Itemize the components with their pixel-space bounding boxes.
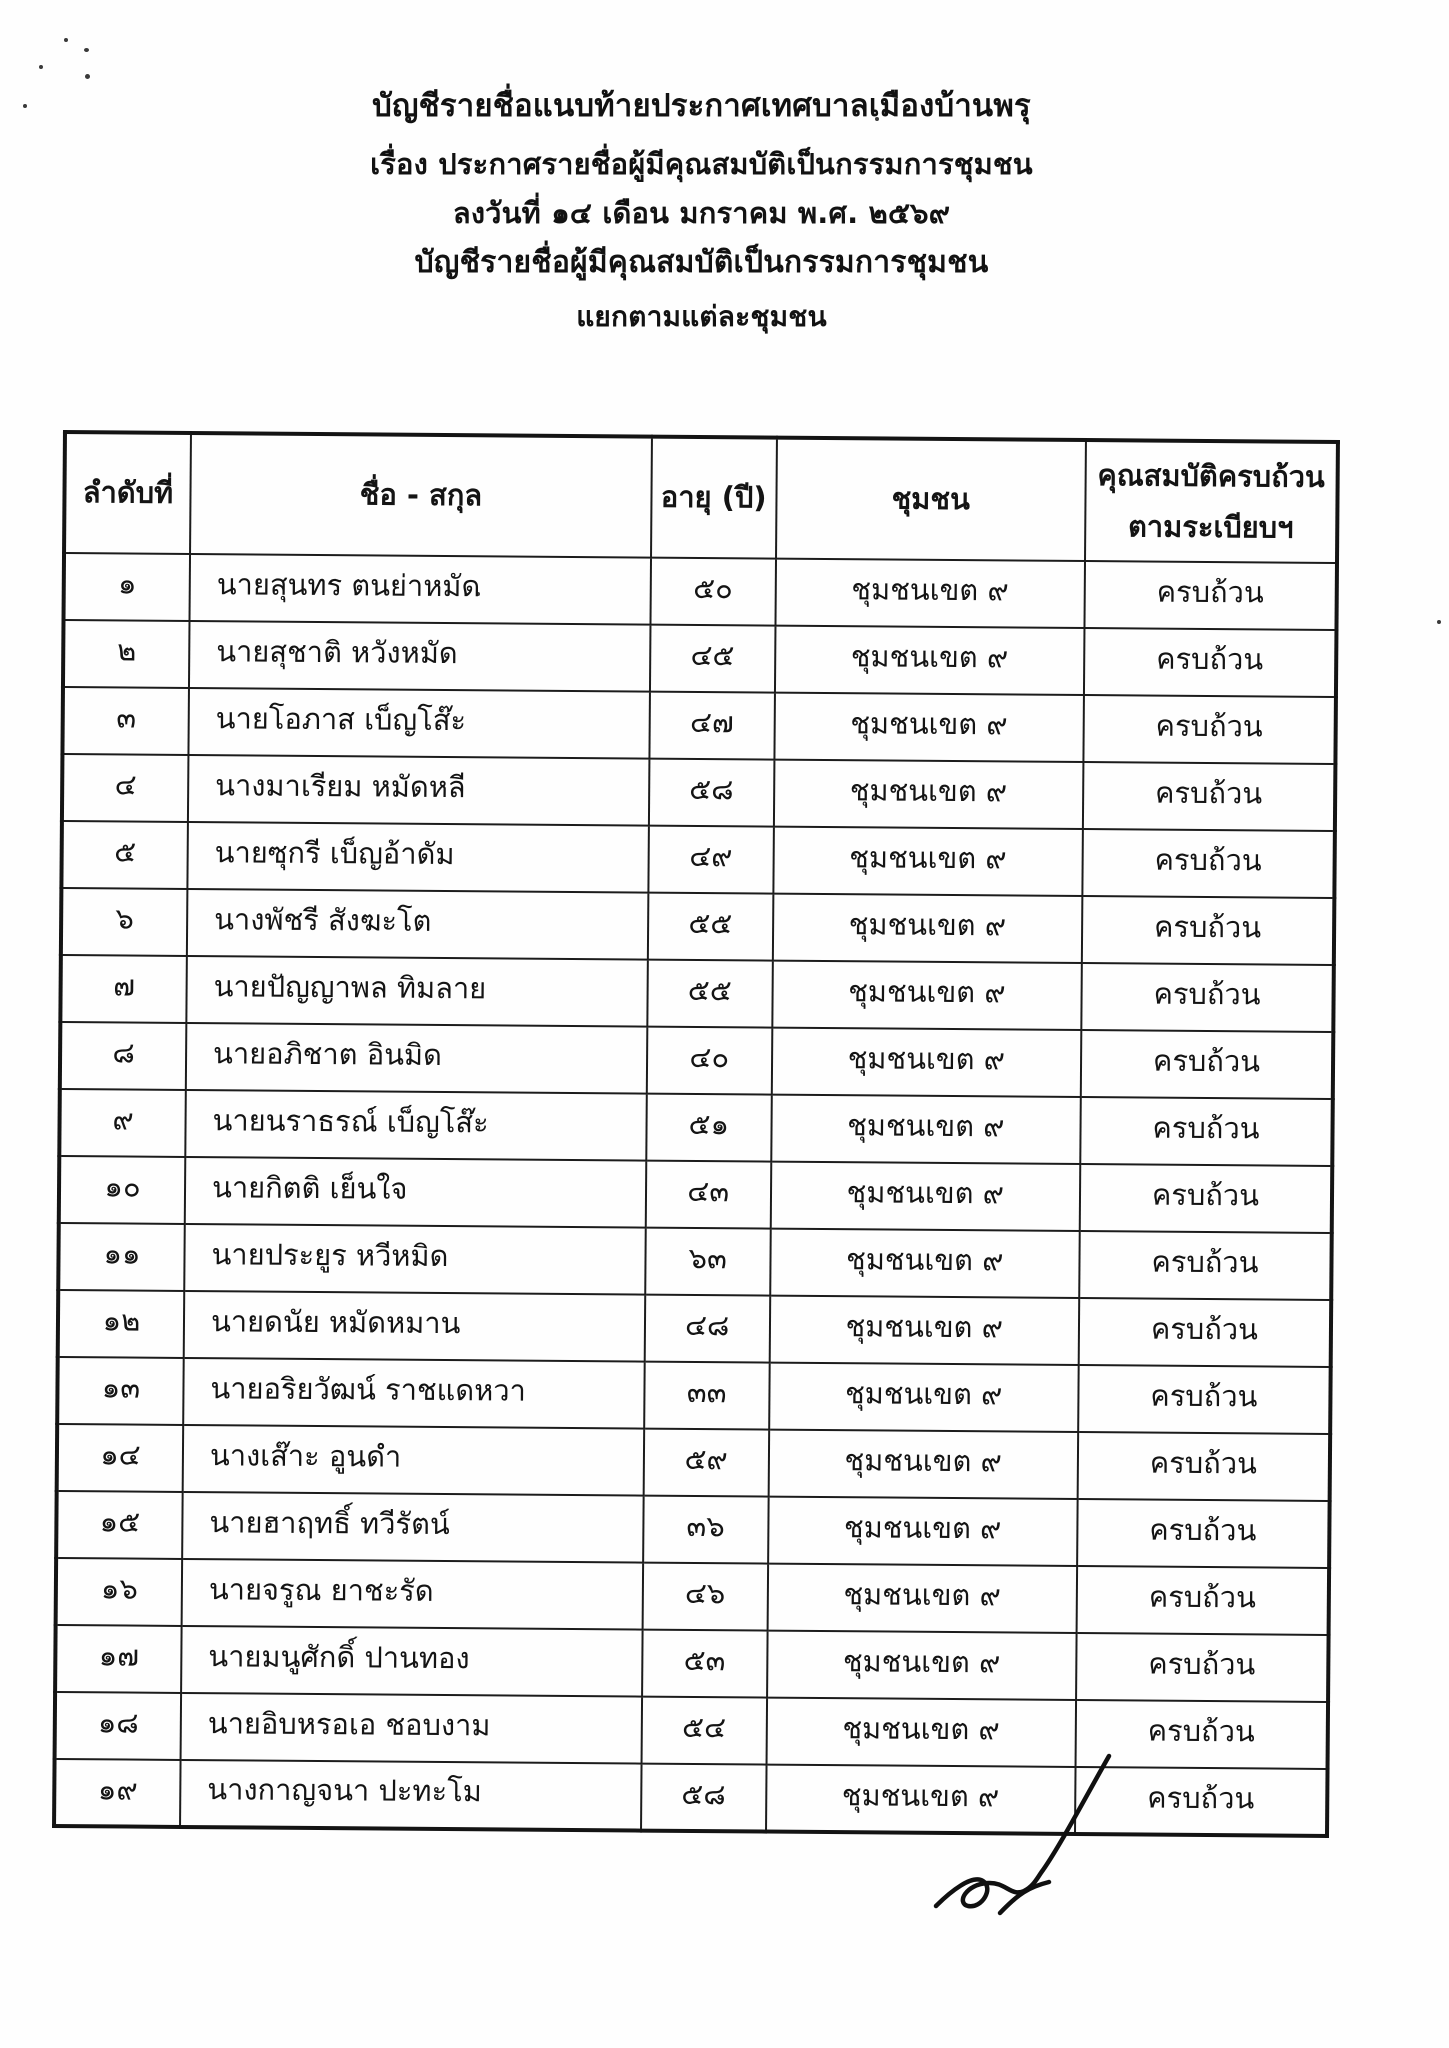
qualification-cell: ครบถ้วน — [1080, 1097, 1333, 1166]
name-cell: นายดนัย หมัดหมาน — [184, 1291, 645, 1362]
qualification-cell: ครบถ้วน — [1081, 1030, 1334, 1099]
community-cell: ชุมชนเขต ๙ — [769, 1363, 1079, 1432]
qualification-cell: ครบถ้วน — [1082, 829, 1335, 898]
name-cell: นายมนูศักดิ์ ปานทอง — [181, 1626, 642, 1697]
age-cell: ๕๕ — [648, 893, 773, 961]
age-cell: ๔๕ — [650, 625, 775, 693]
name-cell: นายสุนทร ตนย่าหมัด — [190, 554, 651, 625]
list-subtitle: แยกตามแต่ละชุมชน — [576, 299, 827, 333]
name-cell: นายจรูณ ยาชะรัด — [182, 1559, 643, 1630]
header-name: ชื่อ - สกุล — [190, 433, 652, 558]
name-cell: นางกาญจนา ปะทะโม — [180, 1760, 641, 1831]
age-cell: ๔๖ — [642, 1563, 767, 1631]
header-no: ลำดับที่ — [64, 432, 191, 554]
name-cell: นางมาเรียม หมัดหลี — [188, 755, 649, 826]
scan-speck — [39, 65, 43, 69]
community-cell: ชุมชนเขต ๙ — [774, 693, 1084, 762]
name-cell: นายโอภาส เบ็ญโส๊ะ — [188, 688, 649, 759]
qualification-cell: ครบถ้วน — [1077, 1499, 1330, 1568]
age-cell: ๔๙ — [648, 826, 773, 894]
row-number-cell: ๑๗ — [55, 1625, 182, 1693]
row-number-cell: ๑๒ — [58, 1290, 185, 1358]
document-date-line: ลงวันที่ ๑๔ เดือน มกราคม พ.ศ. ๒๕๖๙ — [452, 195, 951, 230]
community-cell: ชุมชนเขต ๙ — [767, 1631, 1077, 1700]
roster-table-container — [52, 430, 1340, 1838]
age-cell: ๔๗ — [649, 692, 774, 760]
age-cell: ๕๑ — [646, 1094, 771, 1162]
age-cell: ๔๐ — [647, 1027, 772, 1095]
row-number-cell: ๒ — [63, 620, 190, 688]
name-cell: นางพัชรี สังฆะโต — [187, 889, 648, 960]
community-cell: ชุมชนเขต ๙ — [772, 961, 1082, 1030]
qualification-cell: ครบถ้วน — [1078, 1432, 1331, 1501]
qualification-cell: ครบถ้วน — [1080, 1164, 1333, 1233]
table-row — [56, 1558, 1329, 1635]
community-cell: ชุมชนเขต ๙ — [772, 894, 1082, 963]
scan-speck — [64, 38, 68, 42]
table-row — [54, 1759, 1327, 1836]
row-number-cell: ๙ — [59, 1089, 186, 1157]
community-cell: ชุมชนเขต ๙ — [770, 1229, 1080, 1298]
roster-table — [52, 430, 1340, 1838]
document-header — [63, 86, 1340, 335]
community-cell: ชุมชนเขต ๙ — [774, 760, 1084, 829]
table-row — [55, 1625, 1328, 1702]
name-cell: นายอิบหรอเอ ชอบงาม — [181, 1693, 642, 1764]
age-cell: ๕๔ — [641, 1697, 766, 1765]
qualification-cell: ครบถ้วน — [1078, 1365, 1331, 1434]
age-cell: ๔๓ — [646, 1161, 771, 1229]
table-row — [63, 620, 1336, 697]
community-cell: ชุมชนเขต ๙ — [770, 1162, 1080, 1231]
name-cell: นายอริยวัฒน์ ราชแดหวา — [183, 1358, 644, 1429]
table-row — [64, 553, 1337, 630]
name-cell: นางเส๊าะ อูนดำ — [183, 1425, 644, 1496]
row-number-cell: ๑๐ — [59, 1156, 186, 1224]
scan-speck — [85, 74, 90, 79]
community-cell: ชุมชนเขต ๙ — [775, 559, 1085, 628]
header-qualification-line2: ตามระเบียบฯ — [1127, 509, 1294, 545]
row-number-cell: ๕ — [61, 821, 188, 889]
row-number-cell: ๗ — [60, 955, 187, 1023]
age-cell: ๕๓ — [642, 1630, 767, 1698]
row-number-cell: ๑๖ — [56, 1558, 183, 1626]
name-cell: นายฮาฤทธิ์ ทวีรัตน์ — [182, 1492, 643, 1563]
qualification-cell: ครบถ้วน — [1079, 1298, 1332, 1367]
qualification-cell: ครบถ้วน — [1084, 561, 1337, 630]
qualification-cell: ครบถ้วน — [1075, 1767, 1328, 1836]
name-cell: นายอภิชาต อินมิด — [186, 1023, 647, 1094]
header-community: ชุมชน — [776, 438, 1086, 561]
row-number-cell: ๑๕ — [56, 1491, 183, 1559]
table-row — [59, 1156, 1332, 1233]
table-row — [57, 1424, 1330, 1501]
header-age: อายุ (ปี) — [651, 437, 777, 559]
community-cell: ชุมชนเขต ๙ — [771, 1028, 1081, 1097]
qualification-cell: ครบถ้วน — [1083, 762, 1336, 831]
age-cell: ๕๘ — [641, 1764, 766, 1832]
qualification-cell: ครบถ้วน — [1082, 896, 1335, 965]
community-cell: ชุมชนเขต ๙ — [766, 1765, 1076, 1834]
table-row — [58, 1223, 1331, 1300]
name-cell: นายปัญญาพล ทิมลาย — [186, 956, 647, 1027]
community-cell: ชุมชนเขต ๙ — [773, 827, 1083, 896]
qualification-cell: ครบถ้วน — [1084, 628, 1337, 697]
table-row — [62, 754, 1335, 831]
list-title: บัญชีรายชื่อผู้มีคุณสมบัติเป็นกรรมการชุมชน — [414, 245, 989, 281]
table-row — [62, 687, 1335, 764]
row-number-cell: ๓ — [62, 687, 189, 755]
community-cell: ชุมชนเขต ๙ — [769, 1296, 1079, 1365]
community-cell: ชุมชนเขต ๙ — [766, 1698, 1076, 1767]
document-title: บัญชีรายชื่อแนบท้ายประกาศเทศบาลเมืองบ้านพรุ — [372, 88, 1031, 124]
row-number-cell: ๑๔ — [57, 1424, 184, 1492]
age-cell: ๕๕ — [647, 960, 772, 1028]
qualification-cell: ครบถ้วน — [1077, 1566, 1330, 1635]
age-cell: ๕๐ — [650, 558, 775, 626]
row-number-cell: ๑๙ — [54, 1759, 181, 1827]
qualification-cell: ครบถ้วน — [1075, 1700, 1328, 1769]
age-cell: ๓๓ — [644, 1362, 769, 1430]
row-number-cell: ๑ — [64, 553, 191, 621]
row-number-cell: ๑๓ — [57, 1357, 184, 1425]
row-number-cell: ๑๘ — [55, 1692, 182, 1760]
row-number-cell: ๑๑ — [58, 1223, 185, 1291]
table-row — [60, 1022, 1333, 1099]
table-header-row — [64, 432, 1338, 563]
age-cell: ๕๘ — [649, 759, 774, 827]
community-cell: ชุมชนเขต ๙ — [767, 1564, 1077, 1633]
community-cell: ชุมชนเขต ๙ — [768, 1497, 1078, 1566]
age-cell: ๓๖ — [643, 1496, 768, 1564]
table-row — [60, 955, 1333, 1032]
qualification-cell: ครบถ้วน — [1076, 1633, 1329, 1702]
table-row — [61, 821, 1334, 898]
table-row — [58, 1290, 1331, 1367]
community-cell: ชุมชนเขต ๙ — [768, 1430, 1078, 1499]
age-cell: ๕๙ — [643, 1429, 768, 1497]
scan-speck — [1437, 620, 1441, 624]
scan-speck — [84, 48, 89, 52]
qualification-cell: ครบถ้วน — [1083, 695, 1336, 764]
name-cell: นายนราธรณ์ เบ็ญโส๊ะ — [185, 1090, 646, 1161]
table-row — [57, 1357, 1330, 1434]
row-number-cell: ๖ — [61, 888, 188, 956]
scan-speck — [23, 104, 27, 108]
table-row — [56, 1491, 1329, 1568]
table-row — [55, 1692, 1328, 1769]
row-number-cell: ๘ — [60, 1022, 187, 1090]
community-cell: ชุมชนเขต ๙ — [775, 626, 1085, 695]
qualification-cell: ครบถ้วน — [1081, 963, 1334, 1032]
name-cell: นายซุกรี เบ็ญอ้าดัม — [187, 822, 648, 893]
name-cell: นายกิตติ เย็นใจ — [185, 1157, 646, 1228]
age-cell: ๔๘ — [645, 1295, 770, 1363]
community-cell: ชุมชนเขต ๙ — [771, 1095, 1081, 1164]
row-number-cell: ๔ — [62, 754, 189, 822]
header-qualification — [1085, 440, 1338, 563]
document-subject-line: เรื่อง ประกาศรายชื่อผู้มีคุณสมบัติเป็นกรรมการชุมชน — [370, 146, 1033, 181]
header-qualification-line1: คุณสมบัติครบถ้วน — [1097, 458, 1325, 495]
table-row — [59, 1089, 1332, 1166]
age-cell: ๖๓ — [645, 1228, 770, 1296]
table-body — [54, 553, 1337, 1836]
table-row — [61, 888, 1334, 965]
name-cell: นายสุชาติ หวังหมัด — [189, 621, 650, 692]
name-cell: นายประยูร หวีหมิด — [184, 1224, 645, 1295]
qualification-cell: ครบถ้วน — [1079, 1231, 1332, 1300]
